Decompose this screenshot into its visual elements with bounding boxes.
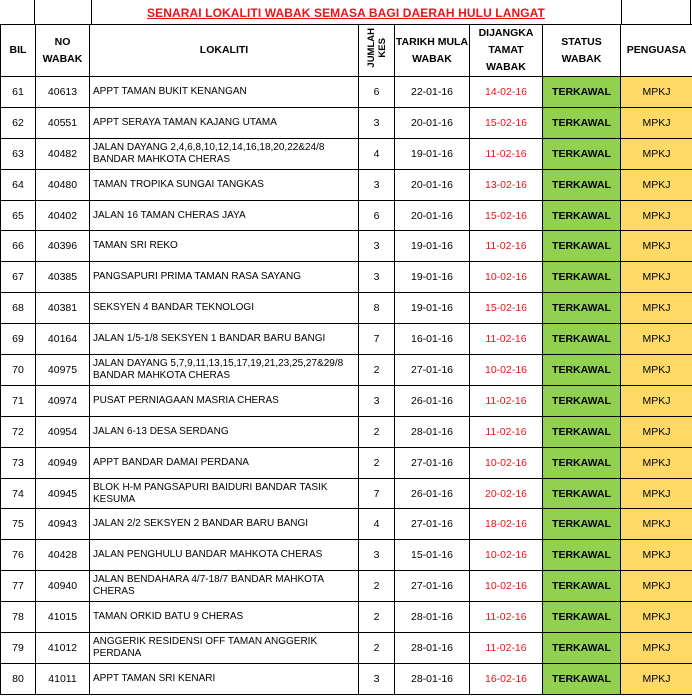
cell-bil: 75: [1, 509, 36, 540]
cell-tarikh-mula: 28-01-16: [395, 663, 470, 694]
column-divider: [621, 0, 622, 24]
cell-status: TERKAWAL: [543, 169, 621, 200]
table-row: [1, 77, 692, 108]
cell-jumlah-kes: 6: [359, 77, 395, 108]
cell-penguasa: MPKJ: [621, 509, 692, 540]
cell-penguasa: MPKJ: [621, 231, 692, 262]
cell-lokaliti: ANGGERIK RESIDENSI OFF TAMAN ANGGERIK PERDANA: [90, 633, 359, 664]
header-jumlah-kes: [359, 25, 395, 77]
cell-status: TERKAWAL: [543, 416, 621, 447]
cell-dijangka-tamat: 11-02-16: [470, 602, 543, 633]
cell-status: TERKAWAL: [543, 509, 621, 540]
table-row: [1, 416, 692, 447]
cell-lokaliti: APPT BANDAR DAMAI PERDANA: [90, 447, 359, 478]
table-row: [1, 200, 692, 231]
cell-jumlah-kes: 3: [359, 262, 395, 293]
cell-penguasa: MPKJ: [621, 416, 692, 447]
cell-tarikh-mula: 26-01-16: [395, 385, 470, 416]
cell-dijangka-tamat: 11-02-16: [470, 324, 543, 355]
cell-lokaliti: APPT SERAYA TAMAN KAJANG UTAMA: [90, 107, 359, 138]
table-row: [1, 355, 692, 386]
cell-tarikh-mula: 19-01-16: [395, 262, 470, 293]
cell-status: TERKAWAL: [543, 138, 621, 169]
cell-penguasa: MPKJ: [621, 293, 692, 324]
cell-penguasa: MPKJ: [621, 447, 692, 478]
cell-bil: 63: [1, 138, 36, 169]
header-penguasa: PENGUASA: [621, 25, 692, 77]
cell-lokaliti: JALAN 2/2 SEKSYEN 2 BANDAR BARU BANGI: [90, 509, 359, 540]
cell-jumlah-kes: 2: [359, 571, 395, 602]
cell-penguasa: MPKJ: [621, 571, 692, 602]
cell-penguasa: MPKJ: [621, 602, 692, 633]
cell-jumlah-kes: 3: [359, 231, 395, 262]
cell-bil: 78: [1, 602, 36, 633]
cell-no-wabak: 41012: [36, 633, 90, 664]
cell-tarikh-mula: 19-01-16: [395, 293, 470, 324]
table-row: [1, 324, 692, 355]
cell-dijangka-tamat: 13-02-16: [470, 169, 543, 200]
cell-penguasa: MPKJ: [621, 633, 692, 664]
cell-no-wabak: 40945: [36, 478, 90, 509]
table-row: [1, 540, 692, 571]
cell-dijangka-tamat: 10-02-16: [470, 540, 543, 571]
header-dijangka-tamat: DIJANGKA TAMAT WABAK: [470, 25, 543, 77]
table-row: [1, 262, 692, 293]
header-tarikh-mula: TARIKH MULA WABAK: [395, 25, 470, 77]
cell-jumlah-kes: 4: [359, 509, 395, 540]
cell-dijangka-tamat: 15-02-16: [470, 107, 543, 138]
cell-tarikh-mula: 16-01-16: [395, 324, 470, 355]
cell-no-wabak: 40381: [36, 293, 90, 324]
cell-bil: 67: [1, 262, 36, 293]
cell-jumlah-kes: 2: [359, 416, 395, 447]
cell-no-wabak: 40385: [36, 262, 90, 293]
header-row: [1, 25, 692, 77]
cell-status: TERKAWAL: [543, 602, 621, 633]
cell-dijangka-tamat: 11-02-16: [470, 231, 543, 262]
cell-dijangka-tamat: 10-02-16: [470, 571, 543, 602]
cell-bil: 74: [1, 478, 36, 509]
cell-jumlah-kes: 4: [359, 138, 395, 169]
cell-dijangka-tamat: 18-02-16: [470, 509, 543, 540]
table-row: [1, 385, 692, 416]
cell-no-wabak: 40551: [36, 107, 90, 138]
cell-dijangka-tamat: 10-02-16: [470, 262, 543, 293]
cell-jumlah-kes: 3: [359, 169, 395, 200]
cell-bil: 70: [1, 355, 36, 386]
cell-tarikh-mula: 27-01-16: [395, 447, 470, 478]
table-row: [1, 231, 692, 262]
cell-no-wabak: 40974: [36, 385, 90, 416]
sheet-title: SENARAI LOKALITI WABAK SEMASA BAGI DAERAH HULU LANGAT: [147, 6, 545, 20]
cell-lokaliti: PANGSAPURI PRIMA TAMAN RASA SAYANG: [90, 262, 359, 293]
cell-bil: 80: [1, 663, 36, 694]
cell-lokaliti: JALAN DAYANG 5,7,9,11,13,15,17,19,21,23,25,27&29/8 BANDAR MAHKOTA CHERAS: [90, 355, 359, 386]
title-row: [0, 0, 692, 24]
cell-status: TERKAWAL: [543, 355, 621, 386]
cell-status: TERKAWAL: [543, 663, 621, 694]
cell-no-wabak: 40482: [36, 138, 90, 169]
table-row: [1, 509, 692, 540]
cell-status: TERKAWAL: [543, 200, 621, 231]
table-row: [1, 107, 692, 138]
cell-lokaliti: JALAN BENDAHARA 4/7-18/7 BANDAR MAHKOTA CHERAS: [90, 571, 359, 602]
cell-jumlah-kes: 7: [359, 324, 395, 355]
cell-bil: 62: [1, 107, 36, 138]
cell-no-wabak: 41015: [36, 602, 90, 633]
header-no-wabak: NO WABAK: [36, 25, 90, 77]
cell-no-wabak: 40975: [36, 355, 90, 386]
cell-dijangka-tamat: 15-02-16: [470, 293, 543, 324]
header-lokaliti: LOKALITI: [90, 25, 359, 77]
cell-jumlah-kes: 8: [359, 293, 395, 324]
cell-no-wabak: 40949: [36, 447, 90, 478]
cell-dijangka-tamat: 11-02-16: [470, 385, 543, 416]
cell-dijangka-tamat: 14-02-16: [470, 77, 543, 108]
table-row: [1, 138, 692, 169]
cell-penguasa: MPKJ: [621, 200, 692, 231]
cell-lokaliti: JALAN 16 TAMAN CHERAS JAYA: [90, 200, 359, 231]
cell-status: TERKAWAL: [543, 293, 621, 324]
cell-no-wabak: 40428: [36, 540, 90, 571]
cell-lokaliti: SEKSYEN 4 BANDAR TEKNOLOGI: [90, 293, 359, 324]
column-divider: [690, 0, 691, 24]
cell-tarikh-mula: 19-01-16: [395, 231, 470, 262]
cell-penguasa: MPKJ: [621, 138, 692, 169]
table-row: [1, 663, 692, 694]
cell-tarikh-mula: 27-01-16: [395, 509, 470, 540]
cell-lokaliti: TAMAN ORKID BATU 9 CHERAS: [90, 602, 359, 633]
cell-bil: 68: [1, 293, 36, 324]
cell-bil: 66: [1, 231, 36, 262]
cell-tarikh-mula: 28-01-16: [395, 416, 470, 447]
cell-jumlah-kes: 2: [359, 602, 395, 633]
cell-status: TERKAWAL: [543, 447, 621, 478]
cell-penguasa: MPKJ: [621, 324, 692, 355]
cell-dijangka-tamat: 15-02-16: [470, 200, 543, 231]
cell-status: TERKAWAL: [543, 77, 621, 108]
cell-tarikh-mula: 27-01-16: [395, 355, 470, 386]
cell-penguasa: MPKJ: [621, 262, 692, 293]
cell-bil: 61: [1, 77, 36, 108]
header-kes-label: KES: [376, 37, 388, 58]
cell-jumlah-kes: 7: [359, 478, 395, 509]
cell-status: TERKAWAL: [543, 231, 621, 262]
column-divider: [34, 0, 35, 24]
cell-jumlah-kes: 3: [359, 385, 395, 416]
cell-bil: 71: [1, 385, 36, 416]
cell-no-wabak: 40940: [36, 571, 90, 602]
header-status: STATUS WABAK: [543, 25, 621, 77]
cell-penguasa: MPKJ: [621, 540, 692, 571]
cell-dijangka-tamat: 10-02-16: [470, 355, 543, 386]
cell-penguasa: MPKJ: [621, 663, 692, 694]
cell-tarikh-mula: 28-01-16: [395, 602, 470, 633]
cell-tarikh-mula: 20-01-16: [395, 200, 470, 231]
cell-lokaliti: JALAN 6-13 DESA SERDANG: [90, 416, 359, 447]
cell-lokaliti: APPT TAMAN SRI KENARI: [90, 663, 359, 694]
cell-dijangka-tamat: 11-02-16: [470, 633, 543, 664]
table-row: [1, 602, 692, 633]
cell-jumlah-kes: 6: [359, 200, 395, 231]
cell-lokaliti: BLOK H-M PANGSAPURI BAIDURI BANDAR TASIK KESUMA: [90, 478, 359, 509]
cell-penguasa: MPKJ: [621, 478, 692, 509]
cell-no-wabak: 41011: [36, 663, 90, 694]
cell-dijangka-tamat: 11-02-16: [470, 416, 543, 447]
cell-lokaliti: PUSAT PERNIAGAAN MASRIA CHERAS: [90, 385, 359, 416]
cell-bil: 73: [1, 447, 36, 478]
cell-status: TERKAWAL: [543, 385, 621, 416]
table-row: [1, 169, 692, 200]
cell-penguasa: MPKJ: [621, 355, 692, 386]
cell-no-wabak: 40402: [36, 200, 90, 231]
cell-lokaliti: APPT TAMAN BUKIT KENANGAN: [90, 77, 359, 108]
cell-penguasa: MPKJ: [621, 385, 692, 416]
cell-tarikh-mula: 19-01-16: [395, 138, 470, 169]
cell-bil: 76: [1, 540, 36, 571]
table-row: [1, 633, 692, 664]
cell-jumlah-kes: 3: [359, 540, 395, 571]
header-bil: BIL: [1, 25, 36, 77]
cell-tarikh-mula: 20-01-16: [395, 169, 470, 200]
table-row: [1, 293, 692, 324]
table-row: [1, 571, 692, 602]
cell-jumlah-kes: 2: [359, 355, 395, 386]
cell-tarikh-mula: 15-01-16: [395, 540, 470, 571]
cell-jumlah-kes: 3: [359, 107, 395, 138]
cell-jumlah-kes: 2: [359, 633, 395, 664]
cell-dijangka-tamat: 20-02-16: [470, 478, 543, 509]
cell-status: TERKAWAL: [543, 107, 621, 138]
cell-dijangka-tamat: 10-02-16: [470, 447, 543, 478]
cell-status: TERKAWAL: [543, 633, 621, 664]
header-jumlah-kes-text: [366, 28, 388, 68]
cell-lokaliti: TAMAN SRI REKO: [90, 231, 359, 262]
outbreak-table: [0, 24, 692, 695]
cell-status: TERKAWAL: [543, 478, 621, 509]
cell-lokaliti: JALAN 1/5-1/8 SEKSYEN 1 BANDAR BARU BANGI: [90, 324, 359, 355]
cell-status: TERKAWAL: [543, 262, 621, 293]
cell-no-wabak: 40954: [36, 416, 90, 447]
cell-status: TERKAWAL: [543, 324, 621, 355]
cell-jumlah-kes: 2: [359, 447, 395, 478]
cell-jumlah-kes: 3: [359, 663, 395, 694]
cell-lokaliti: JALAN PENGHULU BANDAR MAHKOTA CHERAS: [90, 540, 359, 571]
cell-lokaliti: JALAN DAYANG 2,4,6,8,10,12,14,16,18,20,22&24/8 BANDAR MAHKOTA CHERAS: [90, 138, 359, 169]
cell-tarikh-mula: 28-01-16: [395, 633, 470, 664]
cell-tarikh-mula: 20-01-16: [395, 107, 470, 138]
cell-bil: 65: [1, 200, 36, 231]
cell-dijangka-tamat: 11-02-16: [470, 138, 543, 169]
cell-bil: 69: [1, 324, 36, 355]
cell-bil: 64: [1, 169, 36, 200]
cell-lokaliti: TAMAN TROPIKA SUNGAI TANGKAS: [90, 169, 359, 200]
cell-status: TERKAWAL: [543, 571, 621, 602]
cell-bil: 77: [1, 571, 36, 602]
cell-status: TERKAWAL: [543, 540, 621, 571]
cell-no-wabak: 40943: [36, 509, 90, 540]
table-row: [1, 447, 692, 478]
cell-no-wabak: 40613: [36, 77, 90, 108]
cell-no-wabak: 40164: [36, 324, 90, 355]
cell-no-wabak: 40480: [36, 169, 90, 200]
header-jumlah-label: JUMLAH: [365, 27, 377, 68]
cell-penguasa: MPKJ: [621, 169, 692, 200]
cell-tarikh-mula: 22-01-16: [395, 77, 470, 108]
cell-bil: 72: [1, 416, 36, 447]
cell-bil: 79: [1, 633, 36, 664]
cell-dijangka-tamat: 16-02-16: [470, 663, 543, 694]
table-body: [1, 77, 692, 695]
table-row: [1, 478, 692, 509]
cell-tarikh-mula: 27-01-16: [395, 571, 470, 602]
cell-tarikh-mula: 26-01-16: [395, 478, 470, 509]
cell-penguasa: MPKJ: [621, 107, 692, 138]
cell-penguasa: MPKJ: [621, 77, 692, 108]
cell-no-wabak: 40396: [36, 231, 90, 262]
